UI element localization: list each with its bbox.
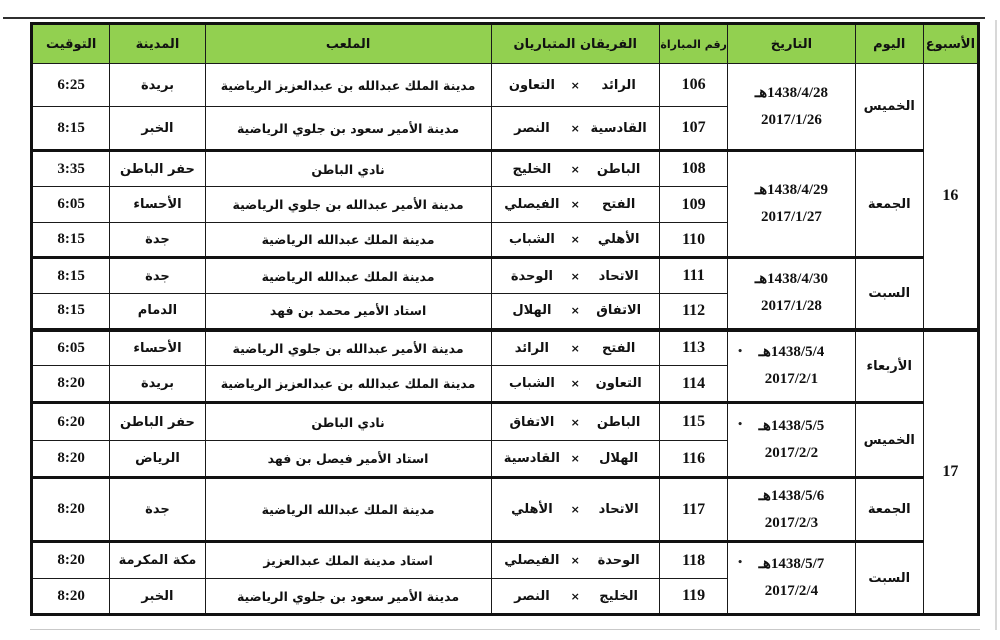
match-row [32, 403, 979, 441]
date-cell [728, 64, 855, 151]
week-cell: 17 [923, 330, 978, 615]
time-cell: 6:05 [32, 330, 110, 366]
teams-cell [491, 478, 660, 542]
match-number-cell: 111 [660, 258, 728, 294]
stadium-cell: استاد الأمير محمد بن فهد [205, 294, 491, 330]
team-away: الفيصلي [504, 553, 560, 568]
team-away: الرائد [514, 340, 550, 356]
team-away: الهلال [512, 303, 552, 319]
header-day: اليوم [855, 24, 923, 64]
stadium-cell: مدينة الملك عبدالله الرياضية [205, 478, 491, 542]
time-cell: 6:20 [32, 403, 110, 441]
teams-cell [491, 64, 660, 107]
teams-cell [491, 542, 660, 579]
team-away: الشباب [508, 232, 555, 247]
bottom-horizontal-rule [30, 629, 980, 630]
header-stadium: الملعب [205, 24, 491, 64]
date-cell [728, 478, 855, 542]
versus-symbol: × [570, 121, 580, 135]
date-hijri: 1438/5/7هـ [758, 556, 825, 572]
date-cell [728, 403, 855, 478]
header-row [32, 24, 979, 64]
teams-cell [491, 187, 660, 223]
stadium-cell: مدينة الملك عبدالله بن عبدالعزيز الرياضية [205, 64, 491, 107]
versus-symbol: × [570, 304, 580, 318]
header-city: المدينة [110, 24, 205, 64]
city-cell: بريدة [110, 366, 205, 403]
team-home: الوحدة [597, 553, 640, 568]
team-away: الاتفاق [509, 414, 555, 430]
date-cell [728, 258, 855, 330]
bullet-marker: • [737, 558, 743, 569]
versus-symbol: × [570, 415, 580, 429]
date-hijri: 1438/4/30هـ [754, 271, 829, 288]
team-home: الخليج [599, 588, 638, 604]
time-cell: 8:20 [32, 441, 110, 478]
match-number-cell: 113 [660, 330, 728, 366]
match-row [32, 478, 979, 542]
match-row [32, 258, 979, 294]
versus-symbol: × [570, 377, 580, 390]
match-number-cell: 116 [660, 441, 728, 478]
day-cell: السبت [855, 542, 923, 615]
team-away: التعاون [508, 77, 555, 93]
bullet-marker: • [737, 346, 743, 357]
city-cell: الرياض [110, 441, 205, 478]
teams-cell [491, 403, 660, 441]
city-cell: حفر الباطن [110, 403, 205, 441]
stadium-cell: مدينة الأمير عبدالله بن جلوي الرياضية [205, 187, 491, 223]
right-edge-rule [995, 20, 997, 630]
versus-symbol: × [570, 341, 580, 355]
date-gregorian: 2017/2/1 [764, 371, 819, 388]
match-number-cell: 115 [660, 403, 728, 441]
team-home: التعاون [595, 376, 642, 391]
time-cell: 8:20 [32, 579, 110, 615]
versus-symbol: × [570, 503, 580, 516]
team-away: الشباب [508, 376, 555, 391]
match-number-cell: 118 [660, 542, 728, 579]
teams-cell [491, 330, 660, 366]
versus-symbol: × [570, 452, 580, 465]
team-home: الفتح [601, 197, 636, 212]
match-number-cell: 114 [660, 366, 728, 403]
versus-symbol: × [570, 198, 580, 211]
team-home: الرائد [601, 77, 636, 93]
team-home: الباطن [596, 414, 641, 430]
team-home: الاتفاق [596, 303, 642, 319]
date-gregorian: 2017/1/26 [761, 111, 822, 128]
header-date: التاريخ [728, 24, 855, 64]
time-cell: 3:35 [32, 151, 110, 187]
team-away: الوحدة [510, 268, 553, 284]
versus-symbol: × [570, 269, 580, 283]
time-cell: 8:20 [32, 366, 110, 403]
city-cell: الخبر [110, 107, 205, 151]
match-row [32, 151, 979, 187]
stadium-cell: مدينة الملك عبدالله الرياضية [205, 258, 491, 294]
date-gregorian: 2017/2/2 [764, 445, 819, 461]
team-away: الأهلي [511, 502, 553, 517]
stadium-cell: مدينة الملك عبدالله بن عبدالعزيز الرياضية [205, 366, 491, 403]
city-cell: جدة [110, 258, 205, 294]
teams-cell [491, 579, 660, 615]
date-gregorian: 2017/2/3 [764, 514, 819, 531]
date-hijri: 1438/5/5هـ [758, 418, 825, 434]
stadium-cell: مدينة الملك عبدالله الرياضية [205, 223, 491, 258]
team-away: الفيصلي [504, 197, 560, 212]
team-away: النصر [514, 120, 550, 136]
city-cell: بريدة [110, 64, 205, 107]
day-cell: الخميس [855, 64, 923, 151]
time-cell: 8:20 [32, 478, 110, 542]
city-cell: الأحساء [110, 187, 205, 223]
date-cell [728, 330, 855, 403]
stadium-cell: مدينة الأمير عبدالله بن جلوي الرياضية [205, 330, 491, 366]
match-row [32, 64, 979, 107]
versus-symbol: × [570, 78, 580, 92]
stadium-cell: نادي الباطن [205, 403, 491, 441]
stadium-cell: نادي الباطن [205, 151, 491, 187]
match-number-cell: 108 [660, 151, 728, 187]
header-match-number: رقم المباراة [660, 24, 728, 64]
match-number-cell: 112 [660, 294, 728, 330]
match-schedule-table [30, 22, 980, 616]
date-hijri: 1438/5/4هـ [758, 344, 825, 361]
time-cell: 6:05 [32, 187, 110, 223]
bullet-marker: • [737, 419, 743, 430]
team-home: الاتحاد [598, 268, 639, 284]
teams-cell [491, 294, 660, 330]
match-number-cell: 106 [660, 64, 728, 107]
match-row [32, 330, 979, 366]
header-time: التوقيت [32, 24, 110, 64]
versus-symbol: × [570, 162, 580, 176]
match-number-cell: 109 [660, 187, 728, 223]
week-cell: 16 [923, 64, 978, 330]
day-cell: الأربعاء [855, 330, 923, 403]
date-cell [728, 151, 855, 258]
versus-symbol: × [570, 554, 580, 567]
teams-cell [491, 223, 660, 258]
time-cell: 8:15 [32, 107, 110, 151]
match-number-cell: 110 [660, 223, 728, 258]
header-teams: الفريقان المتباريان [491, 24, 660, 64]
team-away: القادسية [503, 451, 560, 466]
city-cell: مكة المكرمة [110, 542, 205, 579]
team-away: الخليج [512, 161, 552, 177]
date-gregorian: 2017/1/27 [761, 209, 822, 225]
teams-cell [491, 107, 660, 151]
day-cell: السبت [855, 258, 923, 330]
city-cell: جدة [110, 223, 205, 258]
date-gregorian: 2017/1/28 [761, 298, 822, 315]
team-home: الفتح [601, 340, 636, 356]
teams-cell [491, 258, 660, 294]
versus-symbol: × [570, 589, 580, 603]
top-horizontal-rule [3, 17, 985, 19]
date-gregorian: 2017/2/4 [764, 583, 819, 599]
match-number-cell: 119 [660, 579, 728, 615]
stadium-cell: مدينة الأمير سعود بن جلوي الرياضية [205, 579, 491, 615]
city-cell: الأحساء [110, 330, 205, 366]
time-cell: 6:25 [32, 64, 110, 107]
stadium-cell: مدينة الأمير سعود بن جلوي الرياضية [205, 107, 491, 151]
teams-cell [491, 366, 660, 403]
city-cell: الدمام [110, 294, 205, 330]
versus-symbol: × [570, 233, 580, 246]
day-cell: الجمعة [855, 151, 923, 258]
time-cell: 8:20 [32, 542, 110, 579]
match-number-cell: 117 [660, 478, 728, 542]
team-home: الباطن [596, 161, 641, 177]
match-number-cell: 107 [660, 107, 728, 151]
header-week: الأسبوع [923, 24, 978, 64]
date-hijri: 1438/5/6هـ [758, 487, 825, 504]
match-row [32, 542, 979, 579]
day-cell: الخميس [855, 403, 923, 478]
team-home: الهلال [599, 451, 639, 466]
date-hijri: 1438/4/29هـ [754, 182, 829, 198]
teams-cell [491, 441, 660, 478]
city-cell: حفر الباطن [110, 151, 205, 187]
date-hijri: 1438/4/28هـ [754, 84, 829, 101]
team-home: القادسية [590, 120, 647, 136]
stadium-cell: استاد الأمير فيصل بن فهد [205, 441, 491, 478]
teams-cell [491, 151, 660, 187]
time-cell: 8:15 [32, 258, 110, 294]
time-cell: 8:15 [32, 294, 110, 330]
team-home: الاتحاد [598, 502, 639, 517]
stadium-cell: استاد مدينة الملك عبدالعزيز [205, 542, 491, 579]
city-cell: الخبر [110, 579, 205, 615]
team-away: النصر [514, 588, 550, 604]
day-cell: الجمعة [855, 478, 923, 542]
time-cell: 8:15 [32, 223, 110, 258]
city-cell: جدة [110, 478, 205, 542]
date-cell [728, 542, 855, 615]
team-home: الأهلي [597, 232, 640, 247]
